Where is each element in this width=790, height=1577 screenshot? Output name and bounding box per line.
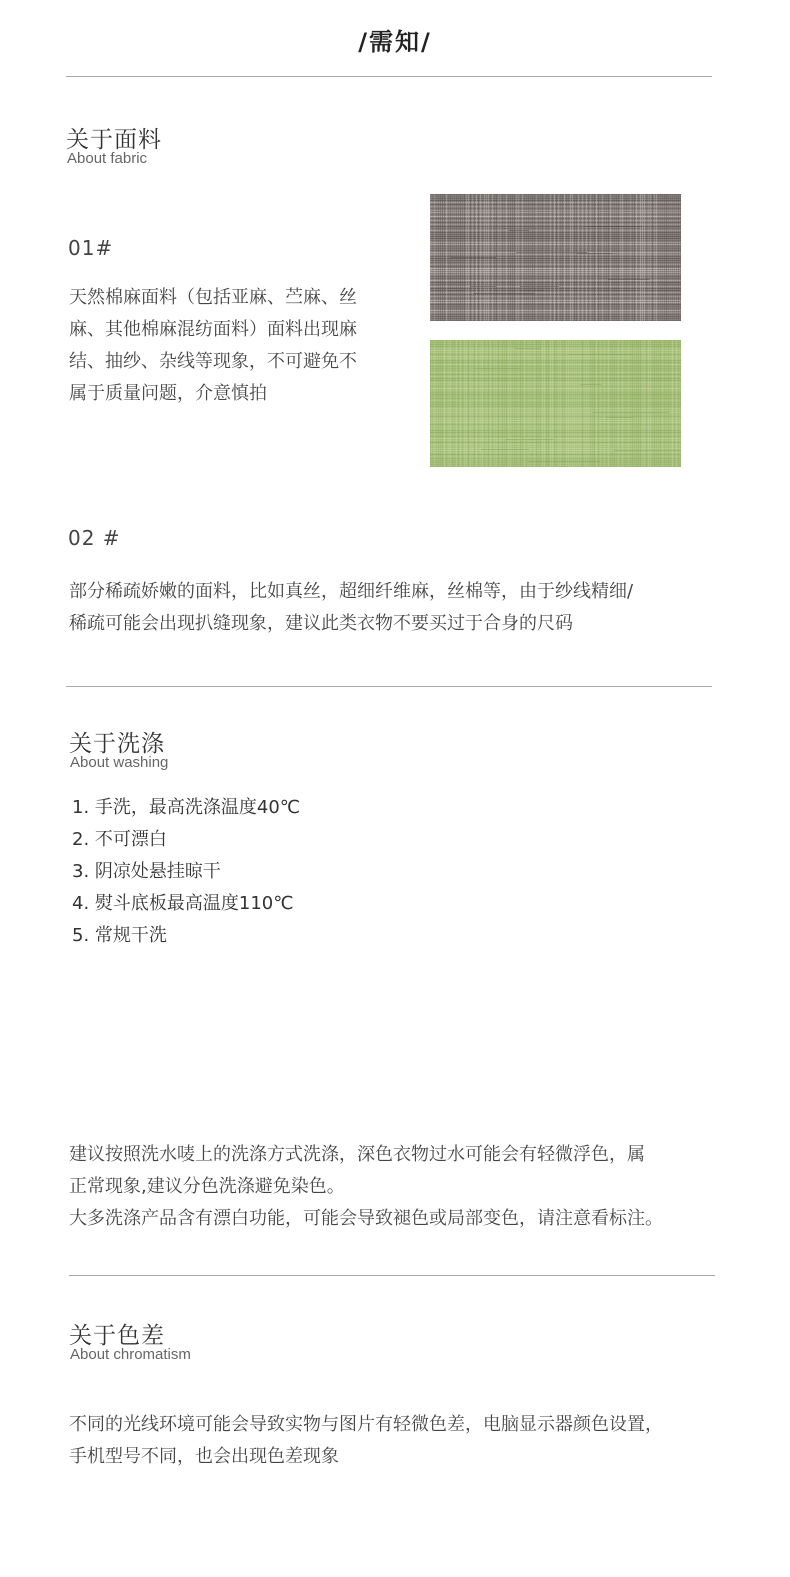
text-line: 麻、其他棉麻混纺面料）面料出现麻: [69, 319, 357, 340]
item-number-02: 02 #: [68, 526, 121, 550]
washing-notes: [69, 1139, 769, 1235]
section-subtitle-fabric: About fabric: [67, 150, 148, 167]
section-title-fabric: 关于面料: [66, 127, 162, 153]
section-subtitle-washing: About washing: [70, 754, 169, 771]
list-item: 2. 不可漂白: [72, 829, 167, 850]
grey-linen-swatch-image: [430, 194, 681, 321]
fabric-note-01: [69, 282, 419, 410]
text-line: 大多洗涤产品含有漂白功能，可能会导致褪色或局部变色，请注意看标注。: [69, 1208, 663, 1229]
section-title-washing: 关于洗涤: [69, 731, 165, 757]
text-line: 建议按照洗水唛上的洗涤方式洗涤，深色衣物过水可能会有轻微浮色，属: [69, 1144, 645, 1165]
text-line: 属于质量问题，介意慎拍: [69, 383, 267, 404]
list-item: 3. 阴凉处悬挂晾干: [72, 861, 221, 882]
chromatism-note: [69, 1409, 769, 1473]
text-line: 手机型号不同，也会出现色差现象: [69, 1446, 339, 1467]
divider: [69, 1275, 715, 1276]
text-line: 结、抽纱、杂线等现象，不可避免不: [69, 351, 357, 372]
page-title: /需知/: [358, 28, 432, 56]
divider: [66, 686, 712, 687]
green-linen-swatch-image: [430, 340, 681, 467]
list-item: 1. 手洗，最高洗涤温度40℃: [72, 797, 301, 818]
washing-instructions-list: [72, 792, 300, 952]
item-number-01: 01#: [68, 236, 114, 260]
list-item: 4. 熨斗底板最高温度110℃: [72, 893, 294, 914]
fabric-texture: [430, 194, 681, 321]
section-subtitle-chromatism: About chromatism: [70, 1346, 191, 1363]
fabric-note-02: [69, 576, 749, 640]
text-line: 部分稀疏娇嫩的面料，比如真丝，超细纤维麻，丝棉等，由于纱线精细/: [69, 581, 634, 602]
text-line: 正常现象,建议分色洗涤避免染色。: [69, 1176, 345, 1197]
text-line: 天然棉麻面料（包括亚麻、苎麻、丝: [69, 287, 357, 308]
divider: [66, 76, 712, 77]
fabric-texture: [430, 340, 681, 467]
section-title-chromatism: 关于色差: [69, 1323, 165, 1349]
text-line: 稀疏可能会出现扒缝现象，建议此类衣物不要买过于合身的尺码: [69, 613, 573, 634]
list-item: 5. 常规干洗: [72, 925, 167, 946]
text-line: 不同的光线环境可能会导致实物与图片有轻微色差，电脑显示器颜色设置，: [69, 1414, 663, 1435]
